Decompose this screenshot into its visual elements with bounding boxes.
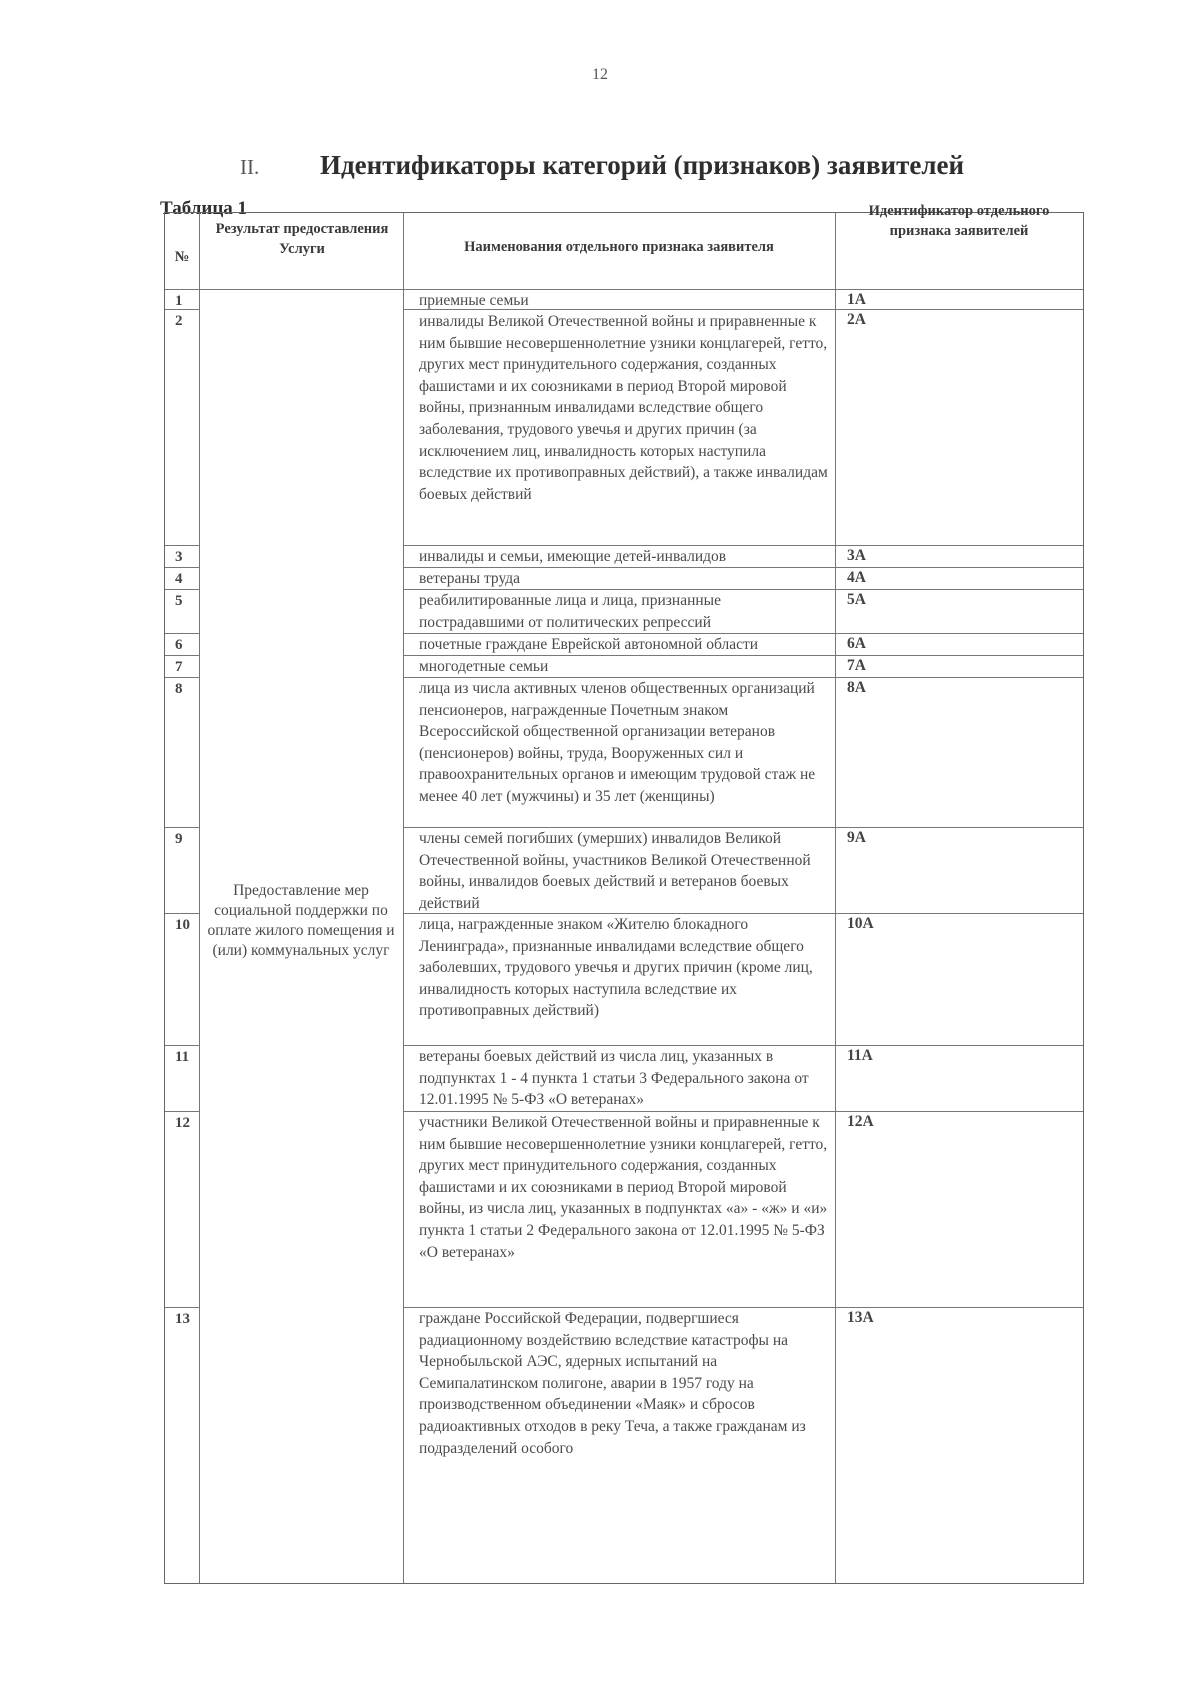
row-line xyxy=(165,567,199,568)
row-3-description: инвалиды и семьи, имеющие детей-инвалидов xyxy=(419,548,727,565)
header-result: Результат предоставления Услуги xyxy=(215,221,389,257)
header-name: Наименования отдельного признака заявителя xyxy=(464,239,774,255)
row-7-description: многодетные семьи xyxy=(419,658,549,675)
row-12-number: 12 xyxy=(175,1115,190,1131)
header-id: Идентификатор отдельного признака заявителей xyxy=(868,203,1050,239)
section-number: II. xyxy=(240,155,260,179)
row-12-identifier: 12А xyxy=(847,1113,874,1130)
row-12-description: участники Великой Отечественной войны и приравненные к ним бывшие несовершеннолетние узники концлагерей, гетто, других мест принудительного содержания, созданных фашистами и их союзниками в период Второй мировой войны, из числа лиц, указанных в подпунктах «а» - «ж» и «и» пункта 1 статьи 2 Федерального закона от 12.01.1995 № 5-ФЗ «О ветеранах» xyxy=(419,1114,828,1261)
result-cell: Предоставление мер социальной поддержки по оплате жилого помещения и (или) коммунальных услуг xyxy=(207,882,395,959)
row-8-number: 8 xyxy=(175,681,183,697)
row-8-identifier: 8А xyxy=(847,679,866,696)
row-5-number: 5 xyxy=(175,593,183,609)
row-8-description: лица из числа активных членов общественных организаций пенсионеров, награжденные Почетным знаком Всероссийской общественной организации ветеранов (пенсионеров) войны, труда, Вооруженных сил и правоохранительных органов и имеющим трудовой стаж не менее 40 лет (мужчины) и 35 лет (женщины) xyxy=(419,680,816,805)
row-line xyxy=(165,913,199,914)
row-3-identifier: 3А xyxy=(847,547,866,564)
row-line xyxy=(165,655,199,656)
table-caption: Таблица 1 xyxy=(160,198,248,219)
section-title: Идентификаторы категорий (признаков) заявителей xyxy=(320,150,965,180)
section-heading xyxy=(240,150,1060,181)
row-4-description: ветераны труда xyxy=(419,570,521,587)
row-2-identifier: 2А xyxy=(847,311,866,328)
row-13-identifier: 13А xyxy=(847,1309,874,1326)
page-number: 12 xyxy=(592,66,608,83)
row-11-description: ветераны боевых действий из числа лиц, указанных в подпунктах 1 - 4 пункта 1 статьи 3 Федерального закона от 12.01.1995 № 5-ФЗ «О ветеранах» xyxy=(419,1048,809,1109)
row-9-number: 9 xyxy=(175,831,183,847)
row-9-identifier: 9А xyxy=(847,829,866,846)
row-4-number: 4 xyxy=(175,571,183,587)
row-4-identifier: 4А xyxy=(847,569,866,586)
row-13-description: граждане Российской Федерации, подвергшиеся радиационному воздействию вследствие катастрофы на Чернобыльской АЭС, ядерных испытаний на Семипалатинском полигоне, аварии в 1957 году на производственном объединении «Маяк» и сбросов радиоактивных отходов в реку Теча, а также гражданам из подразделений особого xyxy=(419,1310,806,1457)
row-line xyxy=(165,827,199,828)
row-line xyxy=(165,633,199,634)
row-1-number: 1 xyxy=(175,293,183,309)
row-11-number: 11 xyxy=(175,1049,190,1065)
row-line xyxy=(165,677,199,678)
row-10-number: 10 xyxy=(175,917,190,933)
row-5-description: реабилитированные лица и лица, признанные пострадавшими от политических репрессий xyxy=(419,592,721,631)
row-1-identifier: 1А xyxy=(847,291,866,308)
row-2-description: инвалиды Великой Отечественной войны и приравненные к ним бывшие несовершеннолетние узники концлагерей, гетто, других мест принудительного содержания, созданных фашистами и их союзниками в период Второй мировой войны, признанным инвалидами вследствие общего заболевания, трудового увечья и других причин (за исключением лиц, инвалидность которых наступила вследствие их противоправных действий), а также инвалидам боевых действий xyxy=(419,313,828,503)
row-11-identifier: 11А xyxy=(847,1047,873,1064)
row-1-description: приемные семьи xyxy=(419,292,529,309)
header-num: № xyxy=(174,249,190,265)
col-divider-result xyxy=(403,213,404,1583)
row-3-number: 3 xyxy=(175,549,183,565)
row-line xyxy=(165,545,199,546)
col-divider-id xyxy=(835,213,836,1583)
row-10-identifier: 10А xyxy=(847,915,874,932)
row-9-description: члены семей погибших (умерших) инвалидов Великой Отечественной войны, участников Великой Отечественной войны, инвалидов боевых действий и ветеранов боевых действий xyxy=(419,830,811,912)
row-6-number: 6 xyxy=(175,637,183,653)
row-line xyxy=(165,589,199,590)
row-13-number: 13 xyxy=(175,1311,190,1327)
row-2-number: 2 xyxy=(175,313,183,329)
row-line xyxy=(165,1111,199,1112)
col-divider-num xyxy=(199,213,200,1583)
row-7-identifier: 7А xyxy=(847,657,866,674)
row-10-description: лица, награжденные знаком «Жителю блокадного Ленинграда», признанные инвалидами вследствие общего заболевших, трудового увечья и других причин (кроме лиц, инвалидность которых наступила вследствие их противоправных действий) xyxy=(419,916,813,1020)
row-7-number: 7 xyxy=(175,659,183,675)
row-line xyxy=(165,1307,199,1308)
row-6-identifier: 6А xyxy=(847,635,866,652)
row-6-description: почетные граждане Еврейской автономной области xyxy=(419,636,759,653)
row-line xyxy=(165,1045,199,1046)
row-5-identifier: 5А xyxy=(847,591,866,608)
